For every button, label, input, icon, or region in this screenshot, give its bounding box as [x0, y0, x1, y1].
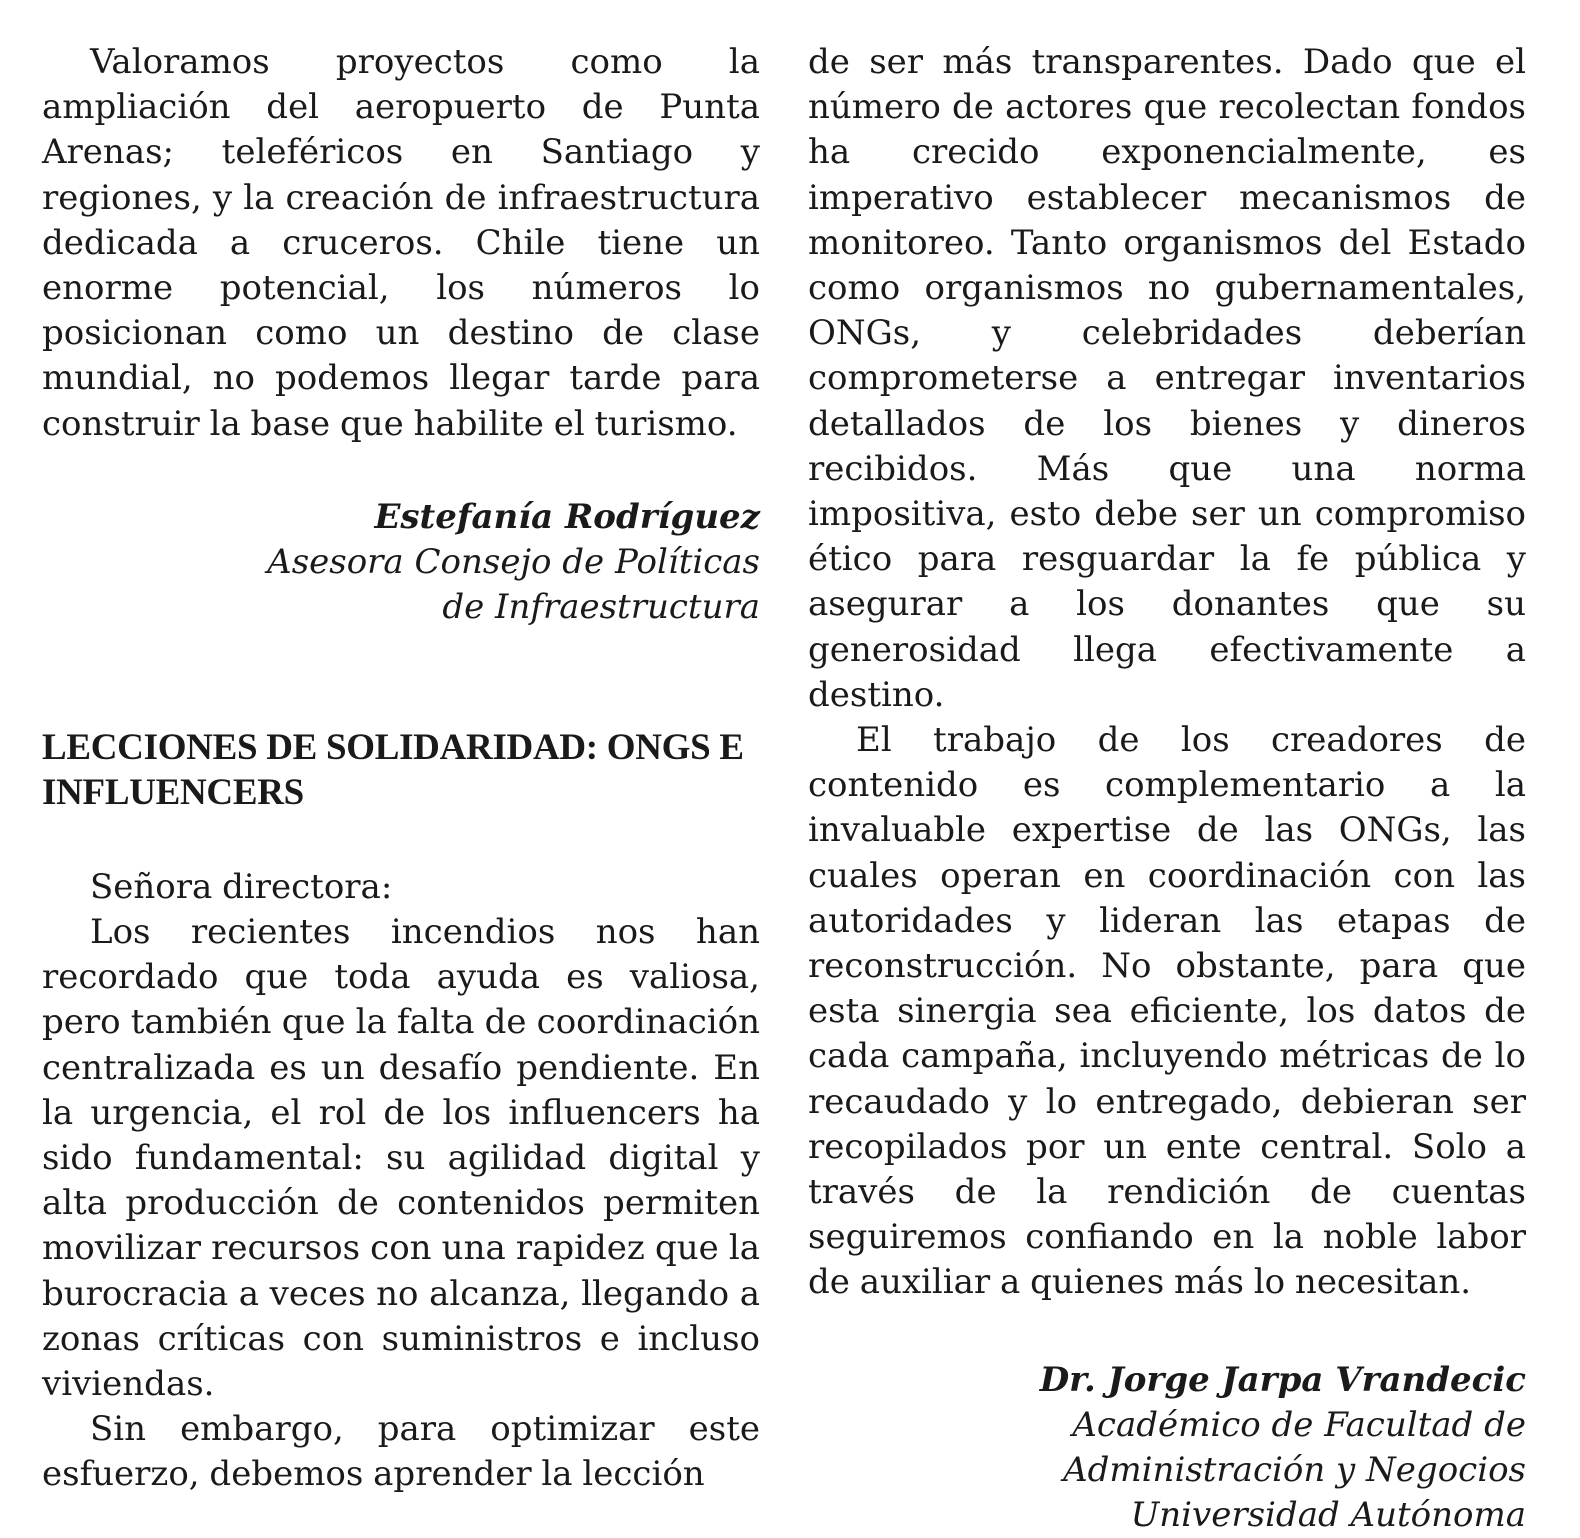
letter-paragraph-2-start: Sin embargo, para optimizar este esfuerzo, debemos aprender la lección	[42, 1409, 760, 1495]
signature-role-line: Universidad Autónoma	[1130, 1494, 1526, 1535]
signature-role-line: Académico de Facultad de	[1072, 1404, 1526, 1445]
signature-role-line: Asesora Consejo de Políticas	[267, 541, 760, 582]
spacer	[42, 630, 760, 725]
salutation: Señora directora:	[90, 866, 393, 907]
spacer	[42, 815, 760, 865]
signature-name: Dr. Jorge Jarpa Vrandecic	[1039, 1359, 1526, 1400]
signature-name: Estefanía Rodríguez	[374, 496, 760, 537]
letter-paragraph-2-continued: de ser más transparentes. Dado que el número de actores que recolectan fondos ha crecido exponencialmente, es imperativo establecer mecanismos de monitoreo. Tanto organismos del Estado como organismos no gubernamentales, ONGs, y celebridades deberían comprometerse a entregar inventarios detallados de los bienes y dineros recibidos. Más que una norma impositiva, esto debe ser un compromiso ético para resguardar la fe pública y asegurar a los donantes que su generosidad llega efectivamente a destino.	[808, 42, 1526, 715]
spacer	[42, 447, 760, 495]
right-column	[808, 40, 1526, 1538]
signature-role-line: Administración y Negocios	[1063, 1449, 1526, 1490]
left-column	[42, 40, 760, 1498]
signature-estefania-rodriguez	[42, 495, 760, 630]
intro-paragraph: Valoramos proyectos como la ampliación del aeropuerto de Punta Arenas; teleféricos en Santiago y regiones, y la creación de infraestructura dedicada a cruceros. Chile tiene un enorme potencial, los números lo posicionan como un destino de clase mundial, no podemos llegar tarde para construir la base que habilite el turismo.	[42, 42, 760, 444]
letter-paragraph-3: El trabajo de los creadores de contenido es complementario a la invaluable expertise de las ONGs, las cuales operan en coordinación con las autoridades y lideran las etapas de reconstrucción. No obstante, para que esta sinergia sea eficiente, los datos de cada campaña, incluyendo métricas de lo recaudado y lo entregado, debieran ser recopilados por un ente central. Solo a través de la rendición de cuentas seguiremos confiando en la noble labor de auxiliar a quienes más lo necesitan.	[808, 720, 1526, 1303]
letter-paragraph-1: Los recientes incendios nos han recordado que toda ayuda es valiosa, pero también que la falta de coordinación centralizada es un desafío pendiente. En la urgencia, el rol de los influencers ha sido fundamental: su agilidad digital y alta producción de contenidos permiten movilizar recursos con una rapidez que la burocracia a veces no alcanza, llegando a zonas críticas con suministros e incluso viviendas.	[42, 912, 760, 1405]
spacer	[808, 1306, 1526, 1358]
letter-headline: LECCIONES DE SOLIDARIDAD: ONGS E INFLUENCERS	[42, 726, 744, 813]
signature-jorge-jarpa	[808, 1358, 1526, 1538]
signature-role-line: de Infraestructura	[442, 586, 760, 627]
